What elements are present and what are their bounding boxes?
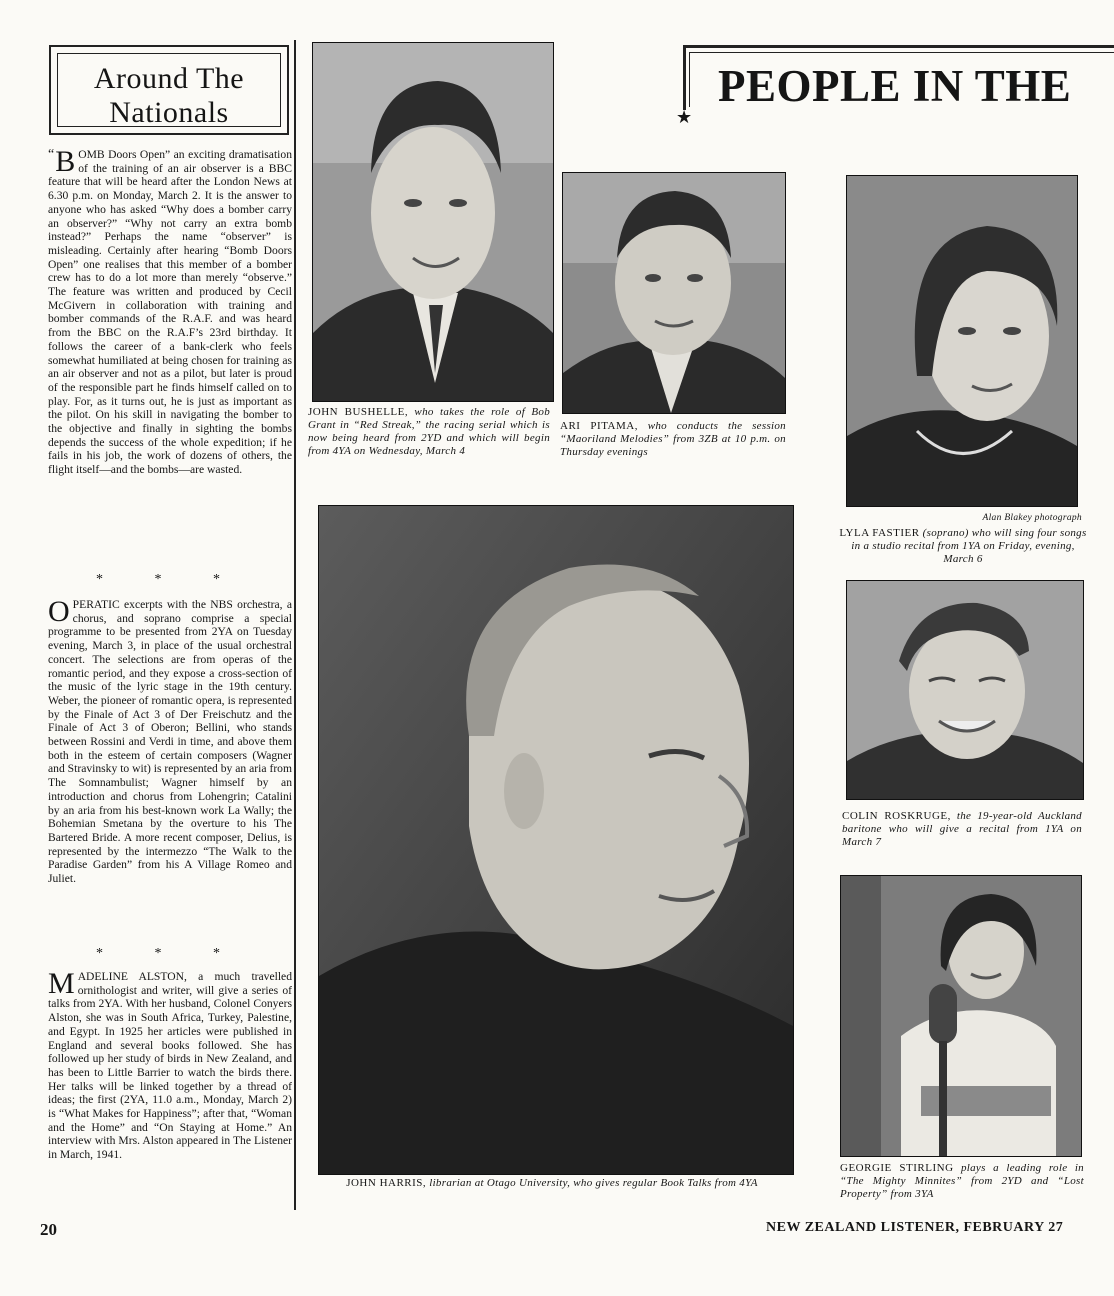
caption-text: the 19-year-old Auckland baritone who will give a recital from 1YA on March 7 xyxy=(842,810,1082,848)
article-operatic-excerpts xyxy=(48,595,292,948)
photo-ari-pitama xyxy=(562,172,786,414)
drop-cap: O xyxy=(48,595,70,628)
article-body: OMB Doors Open” an exciting dramatisation of the training of an air observer is a BBC feature that will be heard after the London News at 6.30 p.m. on Monday, March 2. It is the answer to anyone who has asked “Why does a bomber carry an observer?” “Why not carry an extra bomb instead?” Perhaps the name “observer” is misleading. Certainly after hearing “Bomb Doors Open” one realises that this member of a bomber crew has to do a lot more than merely “observe.” The feature was written and produced by Cecil McGivern in collaboration with training and bomber commands of the R.A.F. and was heard from the BBC on the R.A.F’s 23rd birthday. It follows the career of a bank-clerk who feels somewhat humiliated at being chosen for training as an air observer and not as a pilot, but later is proud of the responsible part he finds himself called on to play. For, as it turns out, he is just as important as the pilot. On his skill in navigating the bomber to the objective and finally in sighting the bombs depends the success of the whole expedition; if he fails in his job, the work of dozens of others, the flight itself—and the bombs—are wasted. xyxy=(48,148,292,477)
drop-cap: M xyxy=(48,967,75,1000)
column-title xyxy=(58,62,280,130)
photo-lyla-fastier xyxy=(846,175,1078,507)
photo-georgie-stirling xyxy=(840,875,1082,1157)
header-rule-inner xyxy=(689,52,1114,53)
photo-credit: Alan Blakey photograph xyxy=(982,513,1082,523)
column-title-line-2: Nationals xyxy=(109,96,229,129)
photo-john-bushelle xyxy=(312,42,554,402)
article-madeline-alston xyxy=(48,967,292,1210)
caption-john-bushelle xyxy=(308,406,550,458)
article-body: PERATIC excerpts with the NBS orchestra, a chorus, and soprano comprise a special programme to be presented from 2YA on Tuesday evening, March 3, in place of the usual orchestral concert. The selections are from operas of the romantic period, and they expose a cross-section of the music of the lyric stage in the 19th century. Weber, the pioneer of romantic opera, is represented by the Finale of Act 3 of Der Freischutz and the Finale of Act 3 of Oberon; Bellini, who stands between Rossini and Verdi in time, and above them both in the esteem of certain composers (Wagner and Stravinsky to wit) is represented by an aria from The Somnambulist; Wagner himself by an introduction and chorus from Lohengrin; Catalini by an aria from his best-known work La Wally; the Bohemian Smetana by the overture to his The Bartered Bride. A more recent composer, Delius, is represented by the intermezzo “The Walk to the Paradise Garden” from his A Village Romeo and Juliet. xyxy=(48,598,292,886)
page-heading: PEOPLE IN THE xyxy=(718,61,1072,111)
column-title-inner-frame xyxy=(57,53,281,127)
header-rule-inner-left xyxy=(689,52,690,107)
header-rule-top xyxy=(683,45,1114,48)
caption-name: ARI PITAMA, xyxy=(560,420,638,432)
section-separator: * * * xyxy=(96,572,244,587)
publication-footer: NEW ZEALAND LISTENER, FEBRUARY 27 xyxy=(766,1220,1064,1235)
drop-cap: B xyxy=(55,145,76,178)
caption-ari-pitama xyxy=(560,420,786,459)
caption-text: plays a leading role in “The Mighty Minnites” from 2YD and “Lost Property” from 3YA xyxy=(840,1162,1084,1200)
portrait-colin-roskruge xyxy=(847,581,1083,799)
article-body: ADELINE ALSTON, a much travelled ornithologist and writer, will give a series of talks from 2YA. With her husband, Colonel Conyers Alston, she was in South Africa, Turkey, Palestine, and Egypt. In 1925 her articles were published in England and several books followed. She has followed up her study of birds in New Zealand, and has been to Little Barrier to watch the birds there. Her talks will be linked together by a thread of ideas; the first (2YA, 11.0 a.m., Monday, March 2) is “What Makes for Happiness”; after that, “Woman and the Home” and “On Staying at Home.” An interview with Mrs. Alston appeared in The Listener in March, 1941. xyxy=(48,970,292,1162)
column-divider xyxy=(294,40,296,1210)
caption-name: JOHN BUSHELLE, xyxy=(308,406,409,418)
caption-name: COLIN ROSKRUGE, xyxy=(842,810,951,822)
photo-colin-roskruge xyxy=(846,580,1084,800)
article-bomb-doors-open xyxy=(48,145,292,578)
caption-georgie-stirling xyxy=(840,1162,1084,1201)
opening-quote: “ xyxy=(48,147,55,162)
caption-name: GEORGIE STIRLING xyxy=(840,1162,954,1174)
star-icon: ★ xyxy=(676,107,693,127)
caption-john-harris xyxy=(310,1177,794,1190)
portrait-john-bushelle xyxy=(313,43,553,401)
portrait-john-harris xyxy=(319,506,793,1174)
portrait-georgie-stirling xyxy=(841,876,1081,1156)
caption-text: librarian at Otago University, who gives regular Book Talks from 4YA xyxy=(426,1177,758,1189)
caption-text: who takes the role of Bob Grant in “Red Streak,” the racing serial which is now being heard from 2YD and which will begin from 4YA on Wednesday, March 4 xyxy=(308,406,550,457)
portrait-ari-pitama xyxy=(563,173,785,413)
caption-colin-roskruge xyxy=(842,810,1082,849)
section-separator: * * * xyxy=(96,946,244,961)
caption-text: who conducts the session “Maoriland Melodies” from 3ZB at 10 p.m. on Thursday evenings xyxy=(560,420,786,458)
caption-name: JOHN HARRIS, xyxy=(346,1177,427,1189)
header-rule-left xyxy=(683,45,686,110)
caption-text: (soprano) who will sing four songs in a studio recital from 1YA on Friday, evening, March 6 xyxy=(851,527,1087,565)
column-title-box xyxy=(49,45,289,135)
column-title-line-1: Around The xyxy=(93,62,245,95)
caption-lyla-fastier xyxy=(838,527,1088,566)
page-number: 20 xyxy=(40,1220,57,1239)
portrait-lyla-fastier xyxy=(847,176,1077,506)
photo-john-harris xyxy=(318,505,794,1175)
caption-name: LYLA FASTIER xyxy=(839,527,920,539)
